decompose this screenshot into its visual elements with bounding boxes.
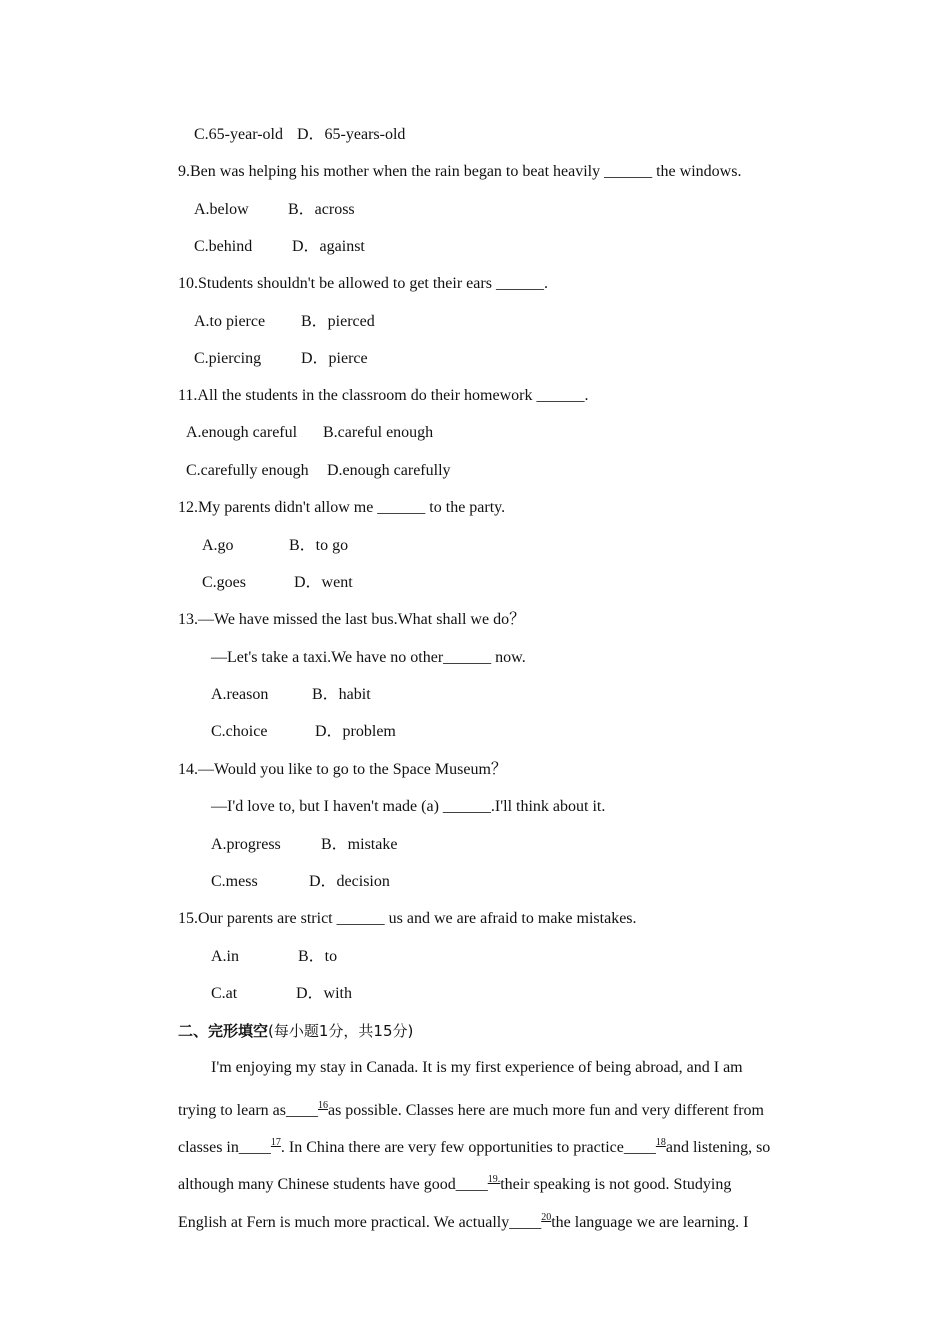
q15-option-c: C.at: [211, 985, 238, 1002]
passage-text: English at Fern is much more practical. We actually: [178, 1214, 510, 1231]
q10-option-d: D．pierce: [301, 350, 368, 367]
q9-option-a: A.below: [194, 201, 249, 218]
passage-text: the language we are learning. I: [551, 1214, 749, 1231]
cloze-blank-number: 20: [541, 1212, 552, 1223]
q13-option-d: D．problem: [315, 723, 396, 740]
passage-text: although many Chinese students have good: [178, 1176, 456, 1193]
q9-option-c: C.behind: [194, 238, 253, 255]
passage-text: their speaking is not good. Studying: [500, 1176, 732, 1193]
q15-option-d: D．with: [296, 985, 353, 1002]
passage-line-5: [178, 1208, 749, 1231]
q14-stem: 14.—Would you like to go to the Space Museum？: [178, 761, 507, 778]
q10-option-b: B．pierced: [301, 313, 375, 330]
q11-option-b: B.careful enough: [323, 424, 434, 441]
q11-stem: 11.All the students in the classroom do their homework ______.: [178, 387, 589, 404]
passage-text: . In China there are very few opportunities to practice: [280, 1139, 624, 1156]
q15-option-a: A.in: [211, 948, 239, 965]
section-heading: [178, 1021, 413, 1041]
q13-stem: 13.—We have missed the last bus.What shall we do？: [178, 611, 526, 628]
cloze-blank: ____: [455, 1176, 488, 1193]
q15-option-b: B．to: [298, 948, 338, 965]
q12-stem: 12.My parents didn't allow me ______ to the party.: [178, 499, 506, 516]
passage-line-4: [178, 1170, 732, 1193]
q11-option-a: A.enough careful: [186, 424, 298, 441]
q9-option-b: B．across: [288, 201, 355, 218]
q11-option-d: D.enough carefully: [327, 462, 451, 479]
q10-stem: 10.Students shouldn't be allowed to get their ears ______.: [178, 275, 548, 292]
q14-option-b: B．mistake: [321, 836, 398, 853]
q13-option-b: B．habit: [312, 686, 371, 703]
q11-option-c: C.carefully enough: [186, 462, 309, 479]
q12-option-c: C.goes: [202, 574, 246, 591]
q14-reply: —I'd love to, but I haven't made (a) ______.I'll think about it.: [211, 798, 606, 815]
q8-option-c: C.65-year-old: [194, 126, 283, 143]
q15-stem: 15.Our parents are strict ______ us and we are afraid to make mistakes.: [178, 910, 637, 927]
cloze-blank: ____: [285, 1102, 318, 1119]
q12-option-a: A.go: [202, 537, 234, 554]
q10-option-a: A.to pierce: [194, 313, 266, 330]
q13-option-c: C.choice: [211, 723, 268, 740]
passage-text: trying to learn as: [178, 1102, 286, 1119]
cloze-blank-number: 19.: [487, 1174, 501, 1185]
q9-stem: 9.Ben was helping his mother when the rain began to beat heavily ______ the windows.: [178, 163, 742, 180]
q10-option-c: C.piercing: [194, 350, 262, 367]
q12-option-d: D．went: [294, 574, 353, 591]
passage-text: and listening, so: [665, 1139, 771, 1156]
q12-option-b: B．to go: [289, 537, 349, 554]
section-title: 二、完形填空: [178, 1022, 269, 1040]
passage-line-2: [178, 1096, 764, 1119]
cloze-blank-number: 17: [270, 1137, 281, 1148]
q9-option-d: D．against: [292, 238, 365, 255]
section-scoring-note: (每小题1分，共15分): [268, 1022, 414, 1040]
q14-option-c: C.mess: [211, 873, 258, 890]
cloze-blank-number: 16: [317, 1100, 328, 1111]
q8-option-d: D．65-years-old: [297, 126, 406, 143]
cloze-blank-number: 18: [655, 1137, 666, 1148]
q13-option-a: A.reason: [211, 686, 269, 703]
q14-option-d: D．decision: [309, 873, 390, 890]
cloze-blank: ____: [623, 1139, 656, 1156]
q13-reply: —Let's take a taxi.We have no other______ now.: [211, 649, 526, 666]
passage-line-1: I'm enjoying my stay in Canada. It is my first experience of being abroad, and I am: [211, 1059, 743, 1076]
q14-option-a: A.progress: [211, 836, 281, 853]
passage-line-3: [178, 1133, 771, 1156]
cloze-blank: ____: [238, 1139, 271, 1156]
passage-text: classes in: [178, 1139, 239, 1156]
cloze-blank: ____: [509, 1214, 542, 1231]
passage-text: as possible. Classes here are much more fun and very different from: [327, 1102, 764, 1119]
